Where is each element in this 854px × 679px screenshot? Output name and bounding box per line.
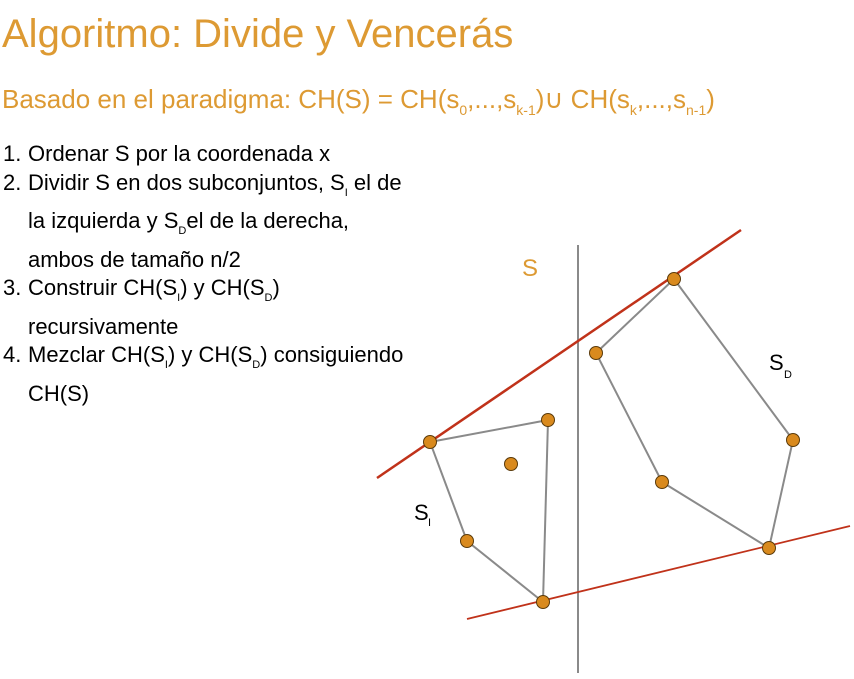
step-text-part: ) consiguiendo CH(S)	[28, 342, 404, 406]
lower-tangent-line	[467, 526, 850, 619]
right-hull	[596, 279, 793, 548]
subtitle-sub: k	[629, 102, 637, 118]
point	[461, 535, 474, 548]
point	[537, 596, 550, 609]
step-text-part: el de la izquierda y S	[28, 169, 402, 233]
step-text-part: Mezclar CH(S	[28, 342, 165, 367]
left-hull-sub: I	[428, 517, 432, 529]
step-number: 2.	[3, 169, 22, 195]
step-number: 4.	[3, 342, 22, 367]
step-sub: I	[177, 292, 181, 304]
left-hull-label: S	[414, 500, 429, 525]
step-sub: I	[344, 186, 348, 199]
step-text-part: ) y CH(S	[167, 342, 253, 367]
step-text-part: ) y CH(S	[180, 275, 265, 300]
step-text-part: ) recursivamente	[28, 275, 280, 339]
point	[542, 414, 555, 427]
step-text-part: el de la derecha, ambos de tamaño n/2	[28, 208, 350, 272]
set-label: S	[522, 255, 539, 282]
subtitle-text: ,...,s	[467, 84, 517, 114]
step-number: 1.	[3, 141, 22, 166]
step-text: Ordenar S por la coordenada x	[28, 141, 331, 166]
subtitle-text: )∪ CH(s	[535, 84, 630, 114]
point	[668, 273, 681, 286]
point	[505, 458, 518, 471]
step-sub: D	[252, 359, 261, 371]
point	[590, 347, 603, 360]
point	[424, 436, 437, 449]
right-hull-sub: D	[784, 369, 792, 381]
subtitle-sub: 0	[459, 102, 468, 118]
subtitle-sub: k-1	[516, 102, 536, 118]
step-number: 3.	[3, 275, 22, 300]
subtitle-text: )	[706, 84, 715, 114]
point	[787, 434, 800, 447]
point	[656, 476, 669, 489]
subtitle-text: Basado en el paradigma: CH(S) = CH(s	[2, 84, 460, 114]
right-hull-label: S	[769, 350, 784, 375]
step-sub: D	[264, 292, 273, 304]
step-sub: I	[164, 359, 168, 371]
subtitle-sub: n-1	[686, 102, 707, 118]
slide-title: Algoritmo: Divide y Vencerás	[2, 12, 514, 56]
left-hull	[430, 420, 548, 602]
step-text-part: Construir CH(S	[28, 275, 178, 300]
step-text-part: Dividir S en dos subconjuntos, S	[28, 169, 345, 195]
point	[763, 542, 776, 555]
step-sub: D	[178, 225, 187, 237]
subtitle-text: ,...,s	[636, 84, 686, 114]
